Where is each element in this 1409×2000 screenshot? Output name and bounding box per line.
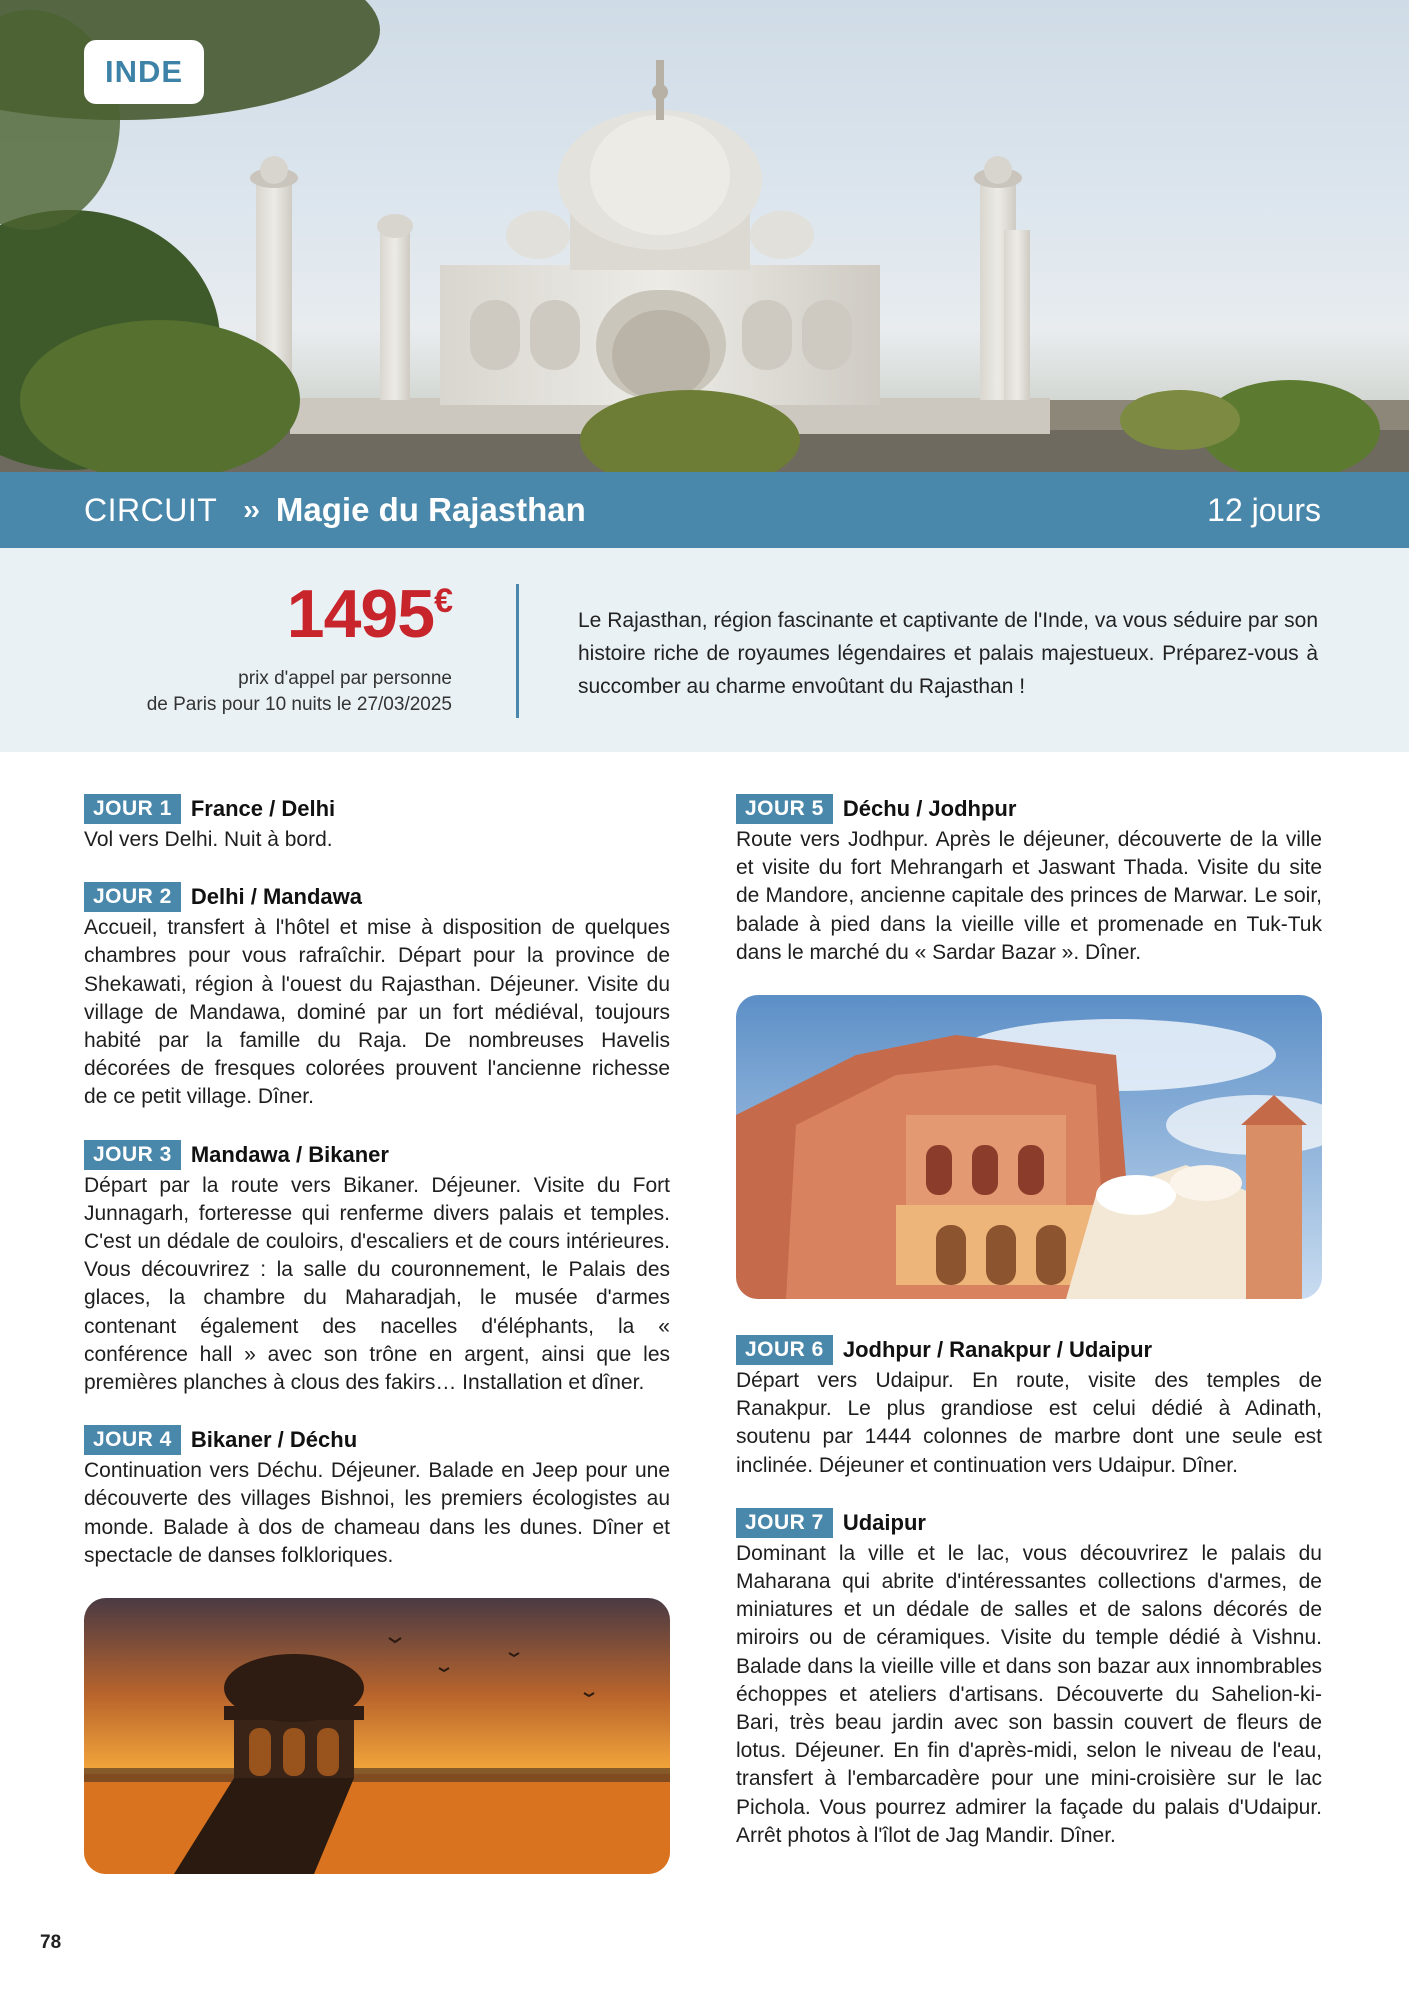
pink-palace-illustration (736, 995, 1322, 1299)
day-tag: JOUR 7 (736, 1508, 833, 1538)
day-description: Départ par la route vers Bikaner. Déjeuner. Visite du Fort Junnagarh, forteresse qui renferme divers palais et temples. C'est un dédale de couloirs, d'escaliers et de cours intérieures. Vous découvrirez : la salle du couronnement, le Palais des glaces, la chambre du Maharadjah, le musée d'armes contenant également des nacelles d'éléphants, la « conférence hall » avec son trône en argent, ainsi que les premières planches à clous des fakirs… Installation et dîner. (84, 1173, 670, 1395)
day-route: Udaipur (842, 1509, 926, 1535)
sunset-pavilion-illustration (84, 1598, 670, 1874)
day-description: Vol vers Delhi. Nuit à bord. (84, 828, 333, 851)
photo-hawa-mahal-palace (736, 995, 1322, 1299)
price-currency: € (434, 582, 452, 620)
price-condition-2: de Paris pour 10 nuits le 27/03/2025 (146, 694, 452, 715)
day-description: Accueil, transfert à l'hôtel et mise à disposition de quelques chambres pour vous rafraîchir. Départ pour la province de Shekawati, région à l'ouest du Rajasthan. Déjeuner. Visite du village de Mandawa, dominé par un fort médiéval, toujours habité par la famille du Raja. De nombreuses Havelis décorées de fresques colorées prouvent l'ancienne richesse de ce petit village. Dîner. (84, 916, 670, 1109)
circuit-intro: Le Rajasthan, région fascinante et captivante de l'Inde, va vous séduire par son histoire riche de royaumes légendaires et palais majestueux. Préparez-vous à succomber au charme envoûtant du Rajasthan ! (578, 609, 1318, 698)
day-route: Bikaner / Déchu (190, 1427, 358, 1453)
price-block (146, 576, 452, 718)
photo-lake-sunset-pavilion (84, 1598, 670, 1874)
day-route: Delhi / Mandawa (190, 884, 363, 910)
taj-mahal-illustration (0, 0, 1409, 472)
day-tag: JOUR 2 (84, 882, 181, 912)
circuit-title-bar (0, 472, 1409, 548)
day-description: Continuation vers Déchu. Déjeuner. Balade en Jeep pour une découverte des villages Bishnoi, les premiers écologistes au monde. Balade à dos de chameau dans les dunes. Dîner et spectacle de danses folkloriques. (84, 1459, 670, 1567)
country-badge: INDE (84, 40, 204, 104)
day-tag: JOUR 3 (84, 1140, 181, 1170)
price-condition-1: prix d'appel par personne (238, 668, 452, 689)
day-tag: JOUR 5 (736, 794, 833, 824)
day-description: Départ vers Udaipur. En route, visite des temples de Ranakpur. Le plus grandiose est celui dédié à Adinath, soutenu par 1444 colonnes de marbre dont une seule est inclinée. Déjeuner et continuation vers Udaipur. Dîner. (736, 1369, 1322, 1477)
day-description: Dominant la ville et le lac, vous découvrirez le palais du Maharana qui abrite d'intéressantes collections d'armes, de miniatures et un dédale de salles et de salons décorés de miroirs ou de céramiques. Visite du temple dédié à Vishnu. Balade dans la vieille ville et dans son bazar aux innombrables échoppes et ateliers d'artisans. Découverte du Sahelion-ki-Bari, très beau jardin avec son bassin couvert de fleurs de lotus. Déjeuner. En fin d'après-midi, selon le niveau de l'eau, transfert à l'embarcadère pour une mini-croisière sur le lac Pichola. Vous pourrez admirer la façade du palais d'Udaipur. Arrêt photos à l'îlot de Jag Mandir. Dîner. (736, 1541, 1322, 1847)
day-3 (84, 1140, 670, 1398)
vertical-divider (516, 584, 519, 718)
day-2 (84, 882, 670, 1111)
price (147, 576, 452, 652)
day-7 (736, 1508, 1322, 1850)
circuit-name: Magie du Rajasthan (275, 491, 586, 528)
day-6 (736, 1335, 1322, 1480)
day-5 (736, 794, 1322, 967)
price-amount: 1495 (286, 576, 435, 652)
page-number: 78 (40, 1932, 62, 1953)
day-4 (84, 1425, 670, 1570)
day-tag: JOUR 1 (84, 794, 181, 824)
offer-band (0, 548, 1409, 752)
day-description: Route vers Jodhpur. Après le déjeuner, découverte de la ville et visite du fort Mehrangarh et Jaswant Thada. Visite du site de Mandore, ancienne capitale des princes de Marwar. Le soir, balade à pied dans la vieille ville et promenade en Tuk-Tuk dans le marché du « Sardar Bazar ». Dîner. (736, 828, 1322, 964)
day-tag: JOUR 4 (84, 1425, 181, 1455)
double-chevron-right-icon: ›› (243, 494, 258, 525)
itinerary-column-right (736, 794, 1322, 1878)
day-1 (84, 794, 670, 854)
circuit-duration: 12 jours (1207, 491, 1321, 528)
hero-photo-taj-mahal (0, 0, 1409, 472)
day-route: Déchu / Jodhpur (842, 796, 1017, 821)
itinerary-column-left (84, 794, 670, 1874)
day-route: France / Delhi (190, 796, 336, 821)
day-route: Jodhpur / Ranakpur / Udaipur (842, 1337, 1153, 1363)
day-route: Mandawa / Bikaner (190, 1141, 389, 1167)
day-tag: JOUR 6 (736, 1335, 833, 1365)
circuit-kind: CIRCUIT (84, 491, 218, 528)
